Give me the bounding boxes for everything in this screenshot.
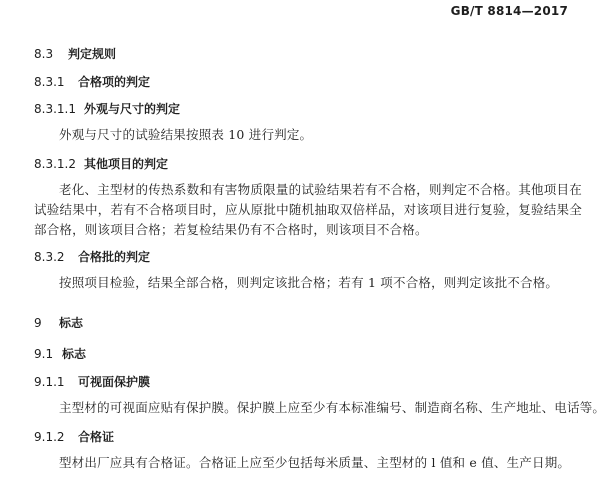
section-number: 8.3.1.2 (34, 157, 76, 171)
section-title: 标志 (62, 347, 87, 361)
paragraph-9-1-2: 型材出厂应具有合格证。合格证上应至少包括每米质量、主型材的 l 值和 e 值、生产日期。 (59, 455, 571, 470)
paragraph-8-3-2: 按照项目检验，结果全部合格，则判定该批合格；若有 1 项不合格，则判定该批不合格。 (59, 275, 559, 290)
heading-8-3-1-2 (34, 156, 168, 172)
paragraph-9-1-1: 主型材的可视面应贴有保护膜。保护膜上应至少有本标准编号、制造商名称、生产地址、电话等。 (59, 400, 606, 415)
section-number: 8.3.2 (34, 250, 65, 264)
heading-9 (34, 315, 83, 331)
section-number: 9.1.2 (34, 430, 65, 444)
section-title: 可视面保护膜 (78, 375, 151, 389)
heading-9-1-2 (34, 429, 114, 445)
section-title: 合格项的判定 (78, 75, 151, 89)
paragraph-8-3-1-2: 老化、主型材的传热系数和有害物质限量的试验结果若有不合格，则判定不合格。其他项目在试验结果中，若有不合格项目时，应从原批中随机抽取双倍样品，对该项目进行复验，复验结果全部合格，则该项目合格；若复检结果仍有不合格时，则该项目不合格。 (34, 182, 582, 237)
section-number: 9.1 (34, 347, 54, 361)
heading-8-3-1-1 (34, 101, 180, 117)
heading-9-1 (34, 346, 86, 362)
heading-9-1-1 (34, 374, 150, 390)
section-title: 合格批的判定 (78, 250, 151, 264)
section-title: 其他项目的判定 (84, 157, 169, 171)
section-title: 外观与尺寸的判定 (84, 102, 181, 116)
section-number: 9 (34, 316, 42, 330)
section-number: 8.3 (34, 47, 54, 61)
paragraph-8-3-1-1: 外观与尺寸的试验结果按照表 10 进行判定。 (59, 127, 313, 142)
heading-8-3 (34, 46, 116, 62)
section-title: 合格证 (78, 430, 115, 444)
section-number: 9.1.1 (34, 375, 65, 389)
section-number: 8.3.1 (34, 75, 65, 89)
section-title: 标志 (59, 316, 84, 330)
section-title: 判定规则 (68, 47, 117, 61)
heading-8-3-1 (34, 74, 150, 90)
section-number: 8.3.1.1 (34, 102, 76, 116)
heading-8-3-2 (34, 249, 150, 265)
document-code: GB/T 8814—2017 (450, 4, 568, 18)
